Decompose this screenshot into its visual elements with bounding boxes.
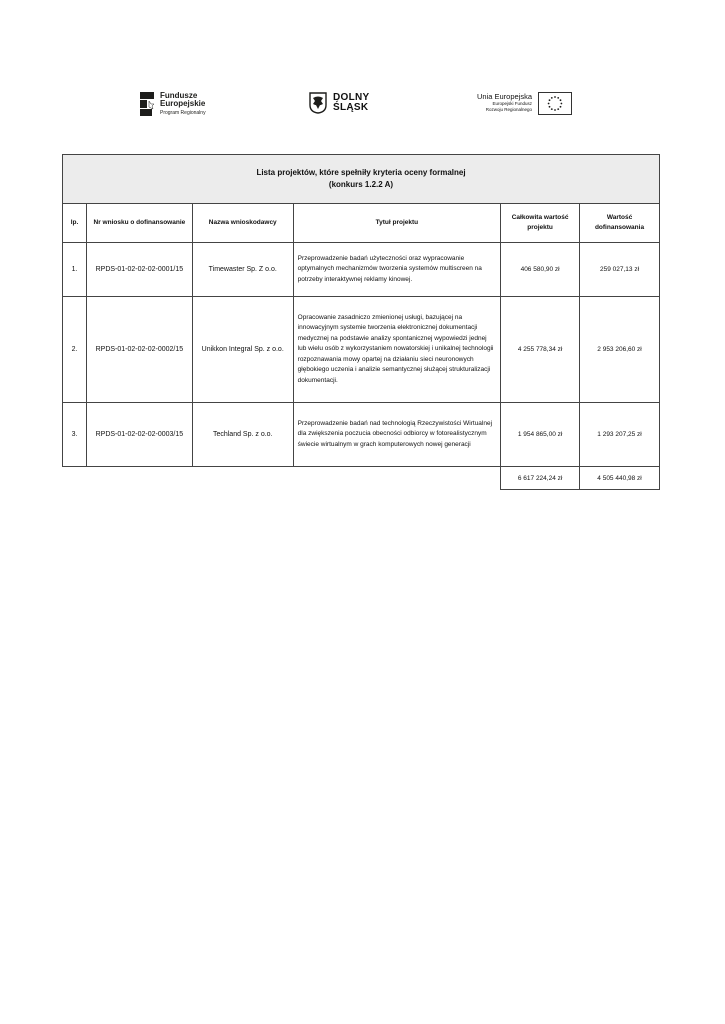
table-title [63, 155, 660, 204]
cell-lp: 3. [63, 403, 87, 467]
ue-line2: Europejski Fundusz [492, 101, 533, 106]
cell-nazwa: Timewaster Sp. Z o.o. [192, 243, 293, 297]
cell-tytul: Przeprowadzenie badań nad technologią Rzeczywistości Wirtualnej dla zwiększenia poczucia obecności odbiorcy w fotorealistycznym świecie wirtualnym w grach komputerowych nowej generacji [293, 403, 501, 467]
table-sum-row [63, 467, 660, 490]
sum-dofinansowanie: 4 505 440,98 zł [580, 467, 660, 490]
cell-lp: 1. [63, 243, 87, 297]
sum-blank [293, 467, 501, 490]
eagle-crest-icon [309, 92, 327, 114]
table-row [63, 243, 660, 297]
fe-line3: Program Regionalny [160, 109, 206, 116]
sum-blank [192, 467, 293, 490]
cell-tytul: Przeprowadzenie badań użyteczności oraz wypracowanie optymalnych mechanizmów tworzenia systemów multiscreen na potrzeby interaktywnej reklamy kinowej. [293, 243, 501, 297]
cell-calkowita: 4 255 778,34 zł [501, 297, 580, 403]
table-row [63, 403, 660, 467]
ds-line2: ŚLĄSK [333, 102, 369, 113]
fe-line2: Europejskie [160, 98, 206, 108]
cell-dofinansowanie: 259 027,13 zł [580, 243, 660, 297]
cell-nr: RPDS-01-02-02-02-0003/15 [86, 403, 192, 467]
unia-europejska-logo [477, 92, 572, 115]
cell-dofinansowanie: 2 953 206,60 zł [580, 297, 660, 403]
header-nazwa-wnioskodawcy: Nazwa wnioskodawcy [192, 204, 293, 243]
ue-line3: Rozwoju Regionalnego [485, 107, 533, 112]
eu-flag-icon [538, 92, 572, 115]
header-wartosc-dofinansowania: Wartość dofinansowania [580, 204, 660, 243]
projects-table [62, 154, 660, 490]
fundusze-europejskie-logo [138, 90, 206, 118]
cell-lp: 2. [63, 297, 87, 403]
cell-nr: RPDS-01-02-02-02-0001/15 [86, 243, 192, 297]
ue-line1: Unia Europejska [477, 92, 533, 101]
cell-nazwa: Unikkon Integral Sp. z o.o. [192, 297, 293, 403]
table-title-line1: Lista projektów, które spełniły kryteria oceny formalnej [256, 168, 466, 177]
cell-nr: RPDS-01-02-02-02-0002/15 [86, 297, 192, 403]
fundusze-europejskie-icon [138, 90, 156, 118]
ds-line1: DOLNY [333, 92, 370, 103]
sum-calkowita: 6 617 224,24 zł [501, 467, 580, 490]
cell-tytul: Opracowanie zasadniczo zmienionej usługi, bazującej na innowacyjnym systemie tworzenia elektronicznej dokumentacji medycznej na podstawie analizy spontanicznej wypowiedzi jednej lub wielu osób z wykorzystaniem nowatorskiej i unikalnej technologii rozpoznawania mowy opartej na działaniu sieci neuronowych głębokiego uczenia i analizie semantycznej służącej strukturalizacji dokumentacji. [293, 297, 501, 403]
header-tytul-projektu: Tytuł projektu [293, 204, 501, 243]
header-calkowita-wartosc: Całkowita wartość projektu [501, 204, 580, 243]
cell-calkowita: 1 954 865,00 zł [501, 403, 580, 467]
table-header-row [63, 204, 660, 243]
header-nr-wniosku: Nr wniosku o dofinansowanie [86, 204, 192, 243]
table-row [63, 297, 660, 403]
table-title-row [63, 155, 660, 204]
logo-bar [0, 88, 725, 122]
cell-calkowita: 406 580,90 zł [501, 243, 580, 297]
header-lp: lp. [63, 204, 87, 243]
fe-line1: Fundusze [160, 90, 198, 100]
sum-blank [86, 467, 192, 490]
cell-dofinansowanie: 1 293 207,25 zł [580, 403, 660, 467]
dolny-slask-logo [309, 92, 370, 114]
sum-blank [63, 467, 87, 490]
table-title-line2: (konkurs 1.2.2 A) [328, 180, 394, 189]
cell-nazwa: Techland Sp. z o.o. [192, 403, 293, 467]
